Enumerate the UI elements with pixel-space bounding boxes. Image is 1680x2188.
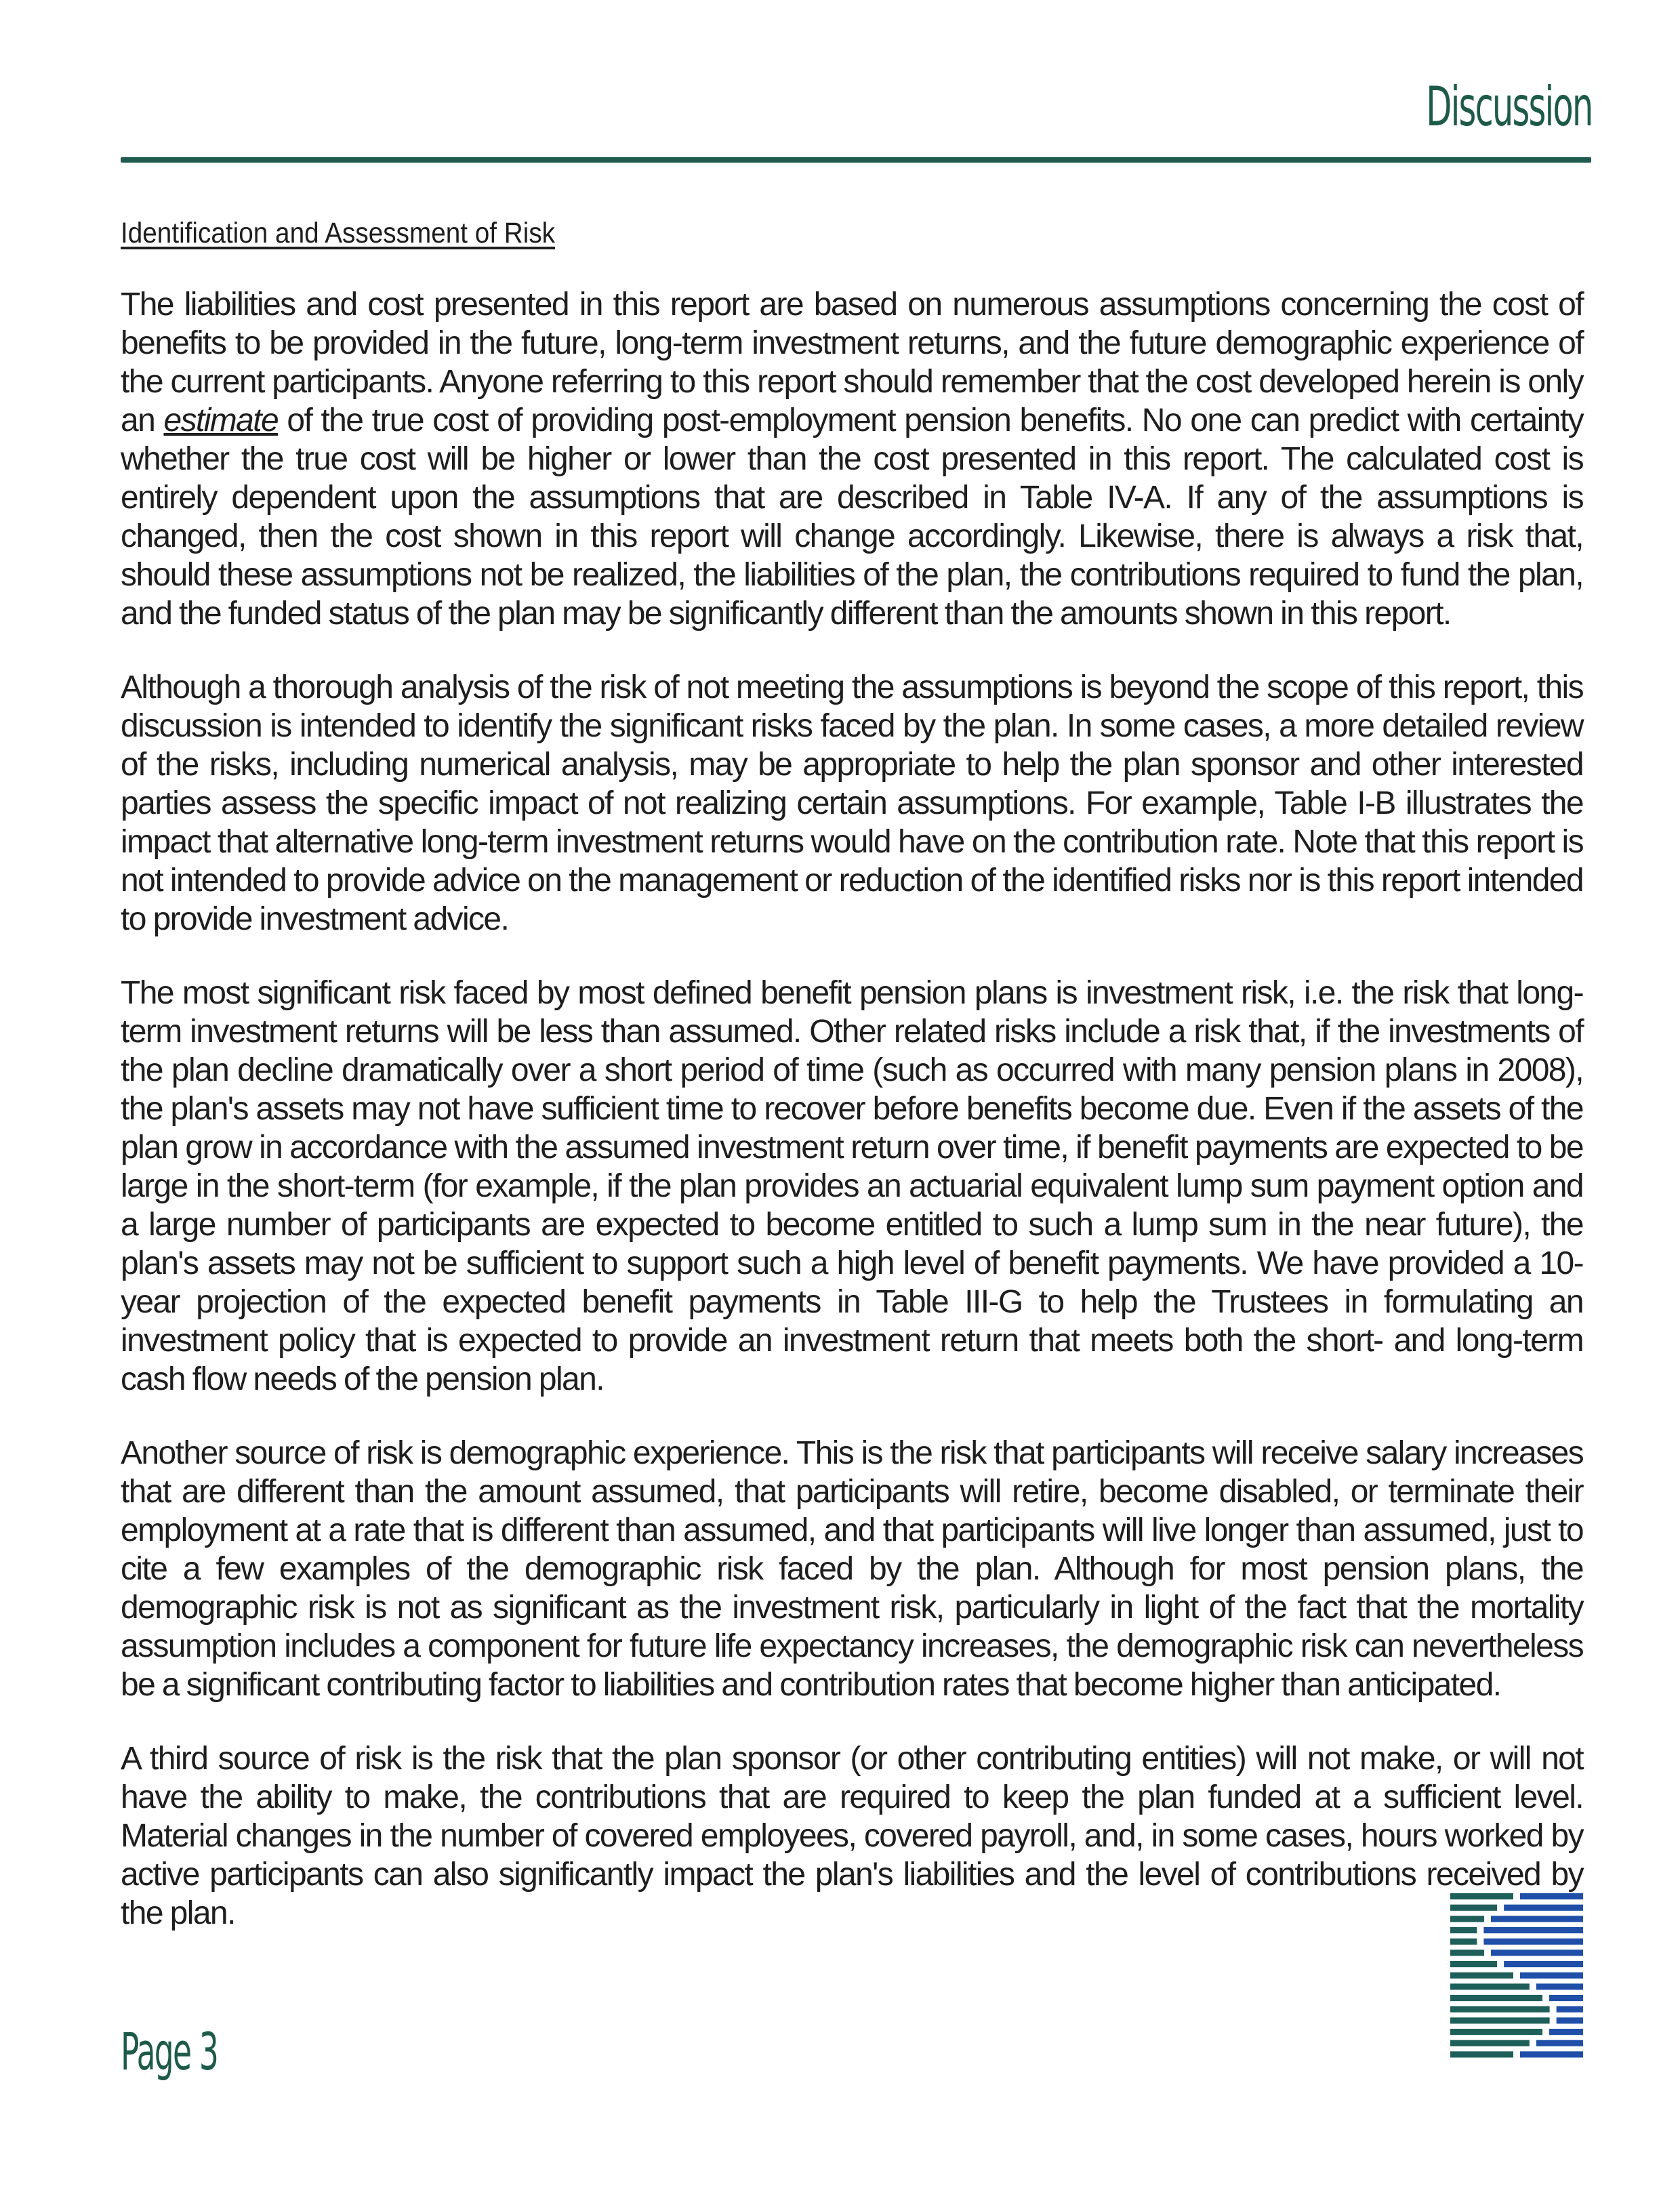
paragraph-5: A third source of risk is the risk that the plan sponsor (or other contributing entities) will not make, or will not have the ability to make, the contributions that are required to keep the plan funded at a sufficient level. Material changes in the number of covered employees, covered payroll, and, in some cases, hours worked by active participants can also significantly impact the plan's liabilities and the level of contributions received by the plan.: [121, 1741, 1583, 1931]
emphasized-word: estimate: [163, 402, 279, 438]
page-body: [121, 217, 1583, 1968]
logo-stripe-right: [1483, 1939, 1583, 1945]
paragraph-4: Another source of risk is demographic experience. This is the risk that participants will receive salary increases that are different than the amount assumed, that participants will retire, become disabled, or terminate their employment at a rate that is different than assumed, and that participants will live longer than assumed, just to cite a few examples of the demographic risk faced by the plan. Although for most pension plans, the demographic risk is not as significant as the investment risk, particularly in light of the fact that the mortality assumption includes a component for future life expectancy increases, the demographic risk can nevertheless be a significant contributing factor to liabilities and contribution rates that become higher than anticipated.: [121, 1435, 1583, 1703]
logo-stripe-left: [1450, 1983, 1530, 1989]
logo-stripe-left: [1450, 1927, 1477, 1933]
logo-stripe-right: [1536, 1983, 1583, 1989]
logo-stripe-left: [1450, 1961, 1497, 1967]
logo-stripe-left: [1450, 2017, 1550, 2023]
logo-stripe-right: [1504, 1961, 1583, 1967]
logo-stripe-left: [1450, 2006, 1550, 2012]
logo-stripe-right: [1549, 1995, 1583, 2001]
logo-stripe-left: [1450, 2040, 1530, 2046]
logo-stripe-left: [1450, 1949, 1484, 1956]
paragraph-1-text-start: The liabilities and cost presented in this report are based on numerous assumptions concerning the cost of benefits to be provided in the future, long-term investment returns, and the future demographic experience of the current participants. Anyone referring to this report should remember that the cost developed herein is only an: [121, 287, 1583, 438]
logo-stripe-right: [1483, 1927, 1583, 1933]
logo-stripe-left: [1450, 2051, 1513, 2057]
logo-stripe-left: [1450, 1939, 1477, 1945]
logo-stripe-right: [1491, 1916, 1583, 1922]
logo-stripe-left: [1450, 1893, 1513, 1899]
logo-stripe-right: [1520, 1893, 1583, 1899]
paragraph-1-text-end: of the true cost of providing post-employment pension benefits. No one can predict with certainty whether the true cost will be higher or lower than the cost presented in this report. The calculated cost is entirely dependent upon the assumptions that are described in Table IV-A. If any of the assumptions is changed, then the cost shown in this report will change accordingly. Likewise, there is always a risk that, should these assumptions not be realized, the liabilities of the plan, the contributions required to fund the plan, and the funded status of the plan may be significantly different than the amounts shown in this report.: [121, 402, 1583, 632]
logo-stripe-right: [1557, 2017, 1583, 2023]
logo-stripe-right: [1536, 2040, 1583, 2046]
paragraph-2: Although a thorough analysis of the risk of not meeting the assumptions is beyond the scope of this report, this discussion is intended to identify the significant risks faced by the plan. In some cases, a more detailed review of the risks, including numerical analysis, may be appropriate to help the plan sponsor and other interested parties assess the specific impact of not realizing certain assumptions. For example, Table I-B illustrates the impact that alternative long-term investment returns would have on the contribution rate. Note that this report is not intended to provide advice on the management or reduction of the identified risks nor is this report intended to provide investment advice.: [121, 669, 1583, 937]
logo-stripe-left: [1450, 1973, 1513, 1979]
section-heading: Identification and Assessment of Risk: [121, 217, 556, 249]
paragraph-3: The most significant risk faced by most defined benefit pension plans is investment risk, i.e. the risk that long-term investment returns will be less than assumed. Other related risks include a risk that, if the investments of the plan decline dramatically over a short period of time (such as occurred with many pension plans in 2008), the plan's assets may not have sufficient time to recover before benefits become due. Even if the assets of the plan grow in accordance with the assumed investment return over time, if benefit payments are expected to be large in the short-term (for example, if the plan provides an actuarial equivalent lump sum payment option and a large number of participants are expected to become entitled to such a lump sum in the near future), the plan's assets may not be sufficient to support such a high level of benefit payments. We have provided a 10-year projection of the expected benefit payments in Table III-G to help the Trustees in formulating an investment policy that is expected to provide an investment return that meets both the short- and long-term cash flow needs of the pension plan.: [121, 975, 1583, 1397]
logo-stripe-right: [1520, 1973, 1583, 1979]
page-number: Page 3: [121, 2021, 218, 2082]
logo-stripe-right: [1504, 1905, 1583, 1911]
logo-stripe-right: [1491, 1949, 1583, 1956]
logo-stripe-left: [1450, 2029, 1542, 2035]
paragraph-1: [121, 285, 1583, 633]
company-stripe-logo-icon: [1450, 1891, 1583, 2060]
section-title: Discussion: [1425, 75, 1592, 138]
header-divider: [121, 157, 1591, 163]
logo-stripe-left: [1450, 1916, 1484, 1922]
logo-stripe-right: [1520, 2051, 1583, 2057]
logo-stripe-right: [1549, 2029, 1583, 2035]
logo-stripe-right: [1557, 2006, 1583, 2012]
logo-stripe-left: [1450, 1995, 1542, 2001]
logo-stripe-left: [1450, 1905, 1497, 1911]
